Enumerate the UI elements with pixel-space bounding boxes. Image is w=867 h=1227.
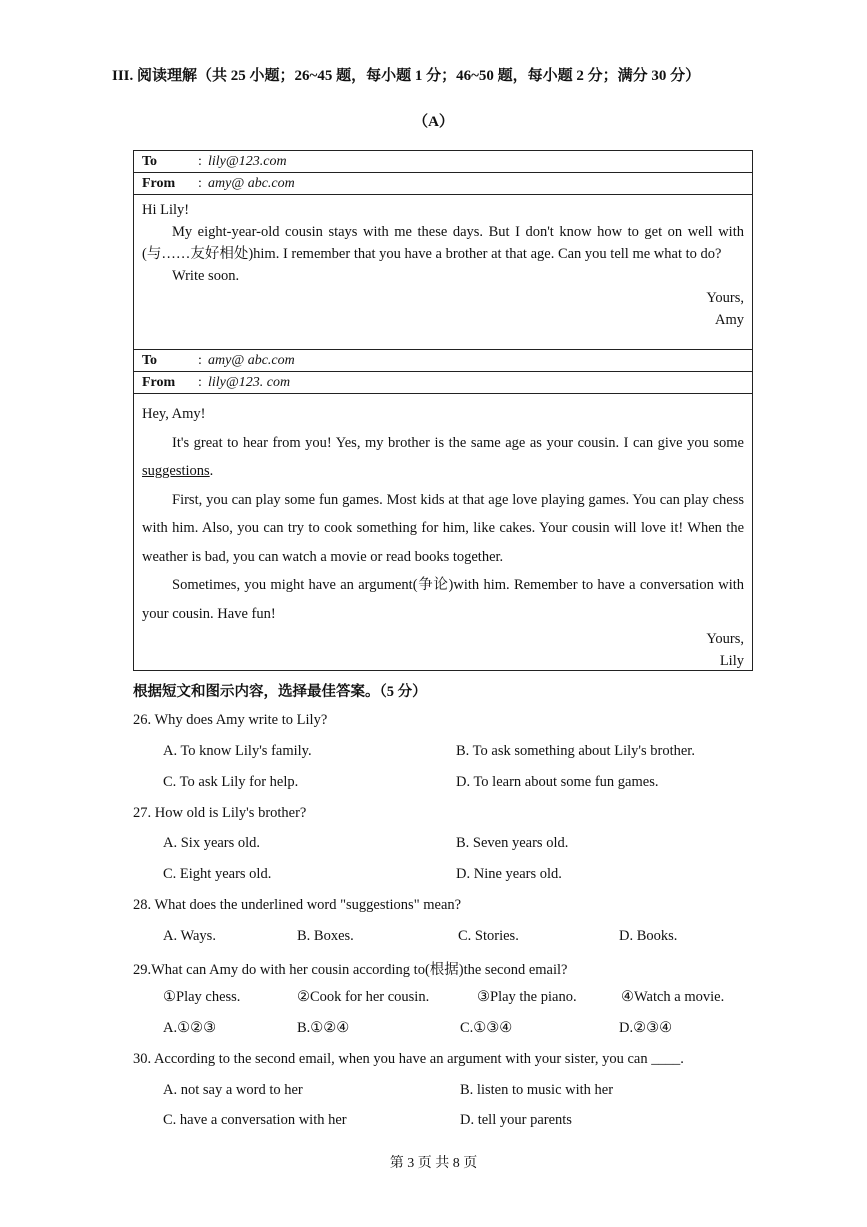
answer-option[interactable]: D. tell your parents <box>460 1112 572 1128</box>
email-paragraph: Write soon. <box>172 268 240 284</box>
email-body <box>134 394 752 672</box>
email-signature: Amy <box>715 312 744 328</box>
email-paragraph: Sometimes, you might have an argument(争论)with him. Remember to have a conversation with your cousin. Have fun! <box>142 577 744 622</box>
answer-option[interactable]: A. Six years old. <box>163 835 261 851</box>
answer-option[interactable]: D. To learn about some fun games. <box>456 774 659 790</box>
email-lily-to-amy <box>133 349 753 671</box>
instructions: 根据短文和图示内容，选择最佳答案。（5 分） <box>133 684 427 700</box>
to-address: lily@123.com <box>208 154 287 169</box>
email-greeting: Hey, Amy! <box>142 406 206 422</box>
from-label: From <box>142 176 176 191</box>
to-label: To <box>142 154 158 169</box>
answer-option[interactable]: A.①②③ <box>163 1020 217 1036</box>
answer-option[interactable]: B. To ask something about Lily's brother. <box>456 743 695 759</box>
email-signature: Lily <box>719 653 744 669</box>
email-closing: Yours, <box>706 631 744 647</box>
email-paragraph: It's great to hear from you! Yes, my brother is the same age as your cousin. I can give you some suggestions. <box>142 434 744 479</box>
answer-option[interactable]: B. listen to music with her <box>460 1082 614 1098</box>
to-address: amy@ abc.com <box>208 353 295 368</box>
page-number: 第 3 页 共 8 页 <box>389 1156 478 1171</box>
answer-option[interactable]: C. Stories. <box>458 928 519 944</box>
activity-item: ①Play chess. <box>163 989 241 1005</box>
answer-option[interactable]: C. Eight years old. <box>163 866 272 882</box>
answer-option[interactable]: B. Seven years old. <box>456 835 569 851</box>
email-closing: Yours, <box>706 290 744 306</box>
activity-item: ②Cook for her cousin. <box>297 989 430 1005</box>
email-amy-to-lily <box>133 150 753 350</box>
answer-option[interactable]: A. To know Lily's family. <box>163 743 312 759</box>
email-from-row: From : amy@ abc.com <box>134 173 752 195</box>
question-stem: 28. What does the underlined word "suggestions" mean? <box>133 897 462 913</box>
answer-option[interactable]: D. Nine years old. <box>456 866 562 882</box>
email-paragraph: First, you can play some fun games. Most kids at that age love playing games. You can play chess with him. Also, you can try to cook something for him, like cakes. Your cousin will love it! When the weather is bad, you can watch a movie or read books together. <box>142 491 744 565</box>
question-stem: 30. According to the second email, when you have an argument with your sister, you can ____. <box>133 1051 684 1067</box>
answer-option[interactable]: B.①②④ <box>297 1020 350 1036</box>
activity-item: ③Play the piano. <box>477 989 577 1005</box>
from-address: lily@123. com <box>208 375 291 390</box>
from-address: amy@ abc.com <box>208 176 295 191</box>
section-title: III. 阅读理解（共 25 小题；26~45 题，每小题 1 分；46~50 题，每小题 2 分；满分 30 分） <box>112 68 701 84</box>
question-stem: 27. How old is Lily's brother? <box>133 805 307 821</box>
email-body <box>134 195 752 331</box>
part-label: （A） <box>413 114 454 130</box>
activity-item: ④Watch a movie. <box>621 989 725 1005</box>
to-label: To <box>142 353 158 368</box>
answer-option[interactable]: A. not say a word to her <box>163 1082 303 1098</box>
email-paragraph: My eight-year-old cousin stays with me these days. But I don't know how to get on well with (与……友好相处)him. I remember that you have a brother at that age. Can you tell me what to do? <box>142 224 744 262</box>
underlined-word: suggestions <box>142 463 210 479</box>
answer-option[interactable]: D. Books. <box>619 928 678 944</box>
email-greeting: Hi Lily! <box>142 202 190 218</box>
from-label: From <box>142 375 176 390</box>
email-from-row: From : lily@123. com <box>134 372 752 394</box>
email-to-row: To : amy@ abc.com <box>134 350 752 372</box>
question-stem: 26. Why does Amy write to Lily? <box>133 712 328 728</box>
question-stem: 29.What can Amy do with her cousin according to(根据)the second email? <box>133 962 568 978</box>
answer-option[interactable]: C. have a conversation with her <box>163 1112 347 1128</box>
answer-option[interactable]: C. To ask Lily for help. <box>163 774 299 790</box>
email-to-row: To : lily@123.com <box>134 151 752 173</box>
answer-option[interactable]: A. Ways. <box>163 928 216 944</box>
answer-option[interactable]: D.②③④ <box>619 1020 673 1036</box>
answer-option[interactable]: C.①③④ <box>460 1020 513 1036</box>
answer-option[interactable]: B. Boxes. <box>297 928 354 944</box>
